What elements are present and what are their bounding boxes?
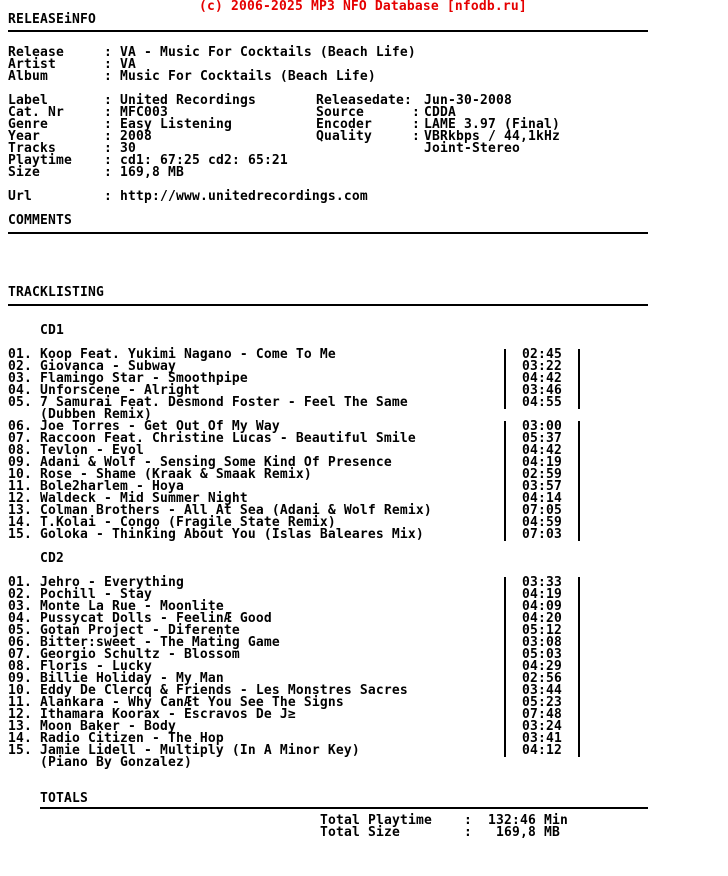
- track-number: 07.: [8, 431, 32, 446]
- track-title: Georgio Schultz - Blossom: [40, 647, 240, 662]
- info-value: cd1: 67:25 cd2: 65:21: [120, 153, 288, 168]
- track-duration: 04:12: [522, 743, 562, 758]
- section-divider: [8, 30, 648, 32]
- section-divider: [8, 304, 648, 306]
- time-separator-bar: [504, 589, 506, 601]
- time-separator-bar: [504, 433, 506, 445]
- track-duration: 04:29: [522, 659, 562, 674]
- time-separator-bar: [504, 601, 506, 613]
- info-value: LAME 3.97 (Final): [424, 117, 560, 132]
- track-number: 01.: [8, 347, 32, 362]
- track-number: 11.: [8, 479, 32, 494]
- track-number: 14.: [8, 515, 32, 530]
- track-duration: 05:03: [522, 647, 562, 662]
- track-title: Jehro - Everything: [40, 575, 184, 590]
- track-number: 10.: [8, 467, 32, 482]
- track-number: 12.: [8, 491, 32, 506]
- track-title: Tevlon - Evol: [40, 443, 144, 458]
- cd2-track-list: [0, 577, 728, 769]
- time-separator-bar: [578, 385, 580, 397]
- info-row: [0, 131, 728, 143]
- time-separator-bar: [504, 397, 506, 409]
- track-number: 02.: [8, 587, 32, 602]
- time-separator-bar: [578, 373, 580, 385]
- track-title: Bitter:sweet - The Mating Game: [40, 635, 280, 650]
- totals-label: Total Playtime: [320, 813, 432, 828]
- track-number: 06.: [8, 419, 32, 434]
- track-duration: 05:12: [522, 623, 562, 638]
- info-value: MFC003: [120, 105, 168, 120]
- time-separator-bar: [578, 589, 580, 601]
- section-title-comments: COMMENTS: [8, 213, 72, 228]
- track-duration: 02:45: [522, 347, 562, 362]
- track-duration: 03:33: [522, 575, 562, 590]
- time-separator-bar: [578, 469, 580, 481]
- time-separator-bar: [578, 637, 580, 649]
- info-label: Url: [8, 189, 32, 204]
- time-separator-bar: [578, 685, 580, 697]
- info-row: [0, 191, 728, 203]
- time-separator-bar: [578, 517, 580, 529]
- track-duration: 04:20: [522, 611, 562, 626]
- track-number: 06.: [8, 635, 32, 650]
- track-number: 13.: [8, 503, 32, 518]
- info-label: Year: [8, 129, 40, 144]
- track-number: 08.: [8, 659, 32, 674]
- track-number: 07.: [8, 647, 32, 662]
- track-number: 12.: [8, 707, 32, 722]
- track-title: Goloka - Thinking About You (Islas Baleares Mix): [40, 527, 424, 542]
- time-separator-bar: [504, 517, 506, 529]
- time-separator-bar: [504, 577, 506, 589]
- track-title: 7 Samurai Feat. Desmond Foster - Feel The Same: [40, 395, 408, 410]
- time-separator-bar: [504, 349, 506, 361]
- info-label: Cat. Nr: [8, 105, 64, 120]
- info-colon: :: [104, 129, 112, 144]
- info-value: 30: [120, 141, 136, 156]
- time-separator-bar: [578, 733, 580, 745]
- time-separator-bar: [578, 709, 580, 721]
- track-number: 09.: [8, 455, 32, 470]
- track-title: T.Kolai - Congo (Fragile State Remix): [40, 515, 336, 530]
- time-separator-bar: [578, 697, 580, 709]
- time-separator-bar: [504, 733, 506, 745]
- track-number: 11.: [8, 695, 32, 710]
- time-separator-bar: [578, 493, 580, 505]
- track-number: 15.: [8, 527, 32, 542]
- info-label: Label: [8, 93, 48, 108]
- track-title: Floris - Lucky: [40, 659, 152, 674]
- release-url-row: [0, 191, 728, 203]
- info-label: Tracks: [8, 141, 56, 156]
- time-separator-bar: [504, 505, 506, 517]
- time-separator-bar: [578, 361, 580, 373]
- info-colon: :: [104, 93, 112, 108]
- track-number: 01.: [8, 575, 32, 590]
- info-value: VBRkbps / 44,1kHz: [424, 129, 560, 144]
- track-number: 04.: [8, 611, 32, 626]
- time-separator-bar: [578, 577, 580, 589]
- info-label: Release: [8, 45, 64, 60]
- time-separator-bar: [504, 745, 506, 757]
- totals-colon: :: [464, 813, 472, 828]
- totals-row: [0, 827, 728, 839]
- track-number: 08.: [8, 443, 32, 458]
- info-colon: :: [104, 189, 112, 204]
- time-separator-bar: [504, 469, 506, 481]
- cd1-heading: CD1: [40, 323, 64, 338]
- info-label: Playtime: [8, 153, 72, 168]
- info-value: Joint-Stereo: [424, 141, 520, 156]
- time-separator-bar: [578, 397, 580, 409]
- time-separator-bar: [578, 745, 580, 757]
- track-duration: 04:14: [522, 491, 562, 506]
- track-duration: 05:23: [522, 695, 562, 710]
- time-separator-bar: [504, 625, 506, 637]
- info-row: [0, 71, 728, 83]
- track-title: Eddy De Clercq & Friends - Les Monstres Sacres: [40, 683, 408, 698]
- time-separator-bar: [578, 601, 580, 613]
- copyright-banner: (c) 2006-2025 MP3 NFO Database [nfodb.ru]: [199, 0, 527, 14]
- time-separator-bar: [504, 721, 506, 733]
- track-duration: 04:42: [522, 371, 562, 386]
- totals-rows: [0, 815, 728, 839]
- info-label: Size: [8, 165, 40, 180]
- info-row: [0, 143, 728, 155]
- info-colon: :: [412, 105, 420, 120]
- track-title: Monte La Rue - Moonlite: [40, 599, 224, 614]
- track-title: Colman Brothers - All At Sea (Adani & Wolf Remix): [40, 503, 432, 518]
- time-separator-bar: [578, 505, 580, 517]
- section-divider: [8, 232, 648, 234]
- info-value: Easy Listening: [120, 117, 232, 132]
- info-value: 2008: [120, 129, 152, 144]
- track-number: 03.: [8, 599, 32, 614]
- info-colon: :: [104, 117, 112, 132]
- info-label: Album: [8, 69, 48, 84]
- track-title: Pochill - Stay: [40, 587, 152, 602]
- track-title: Pussycat Dolls - FeelinÆ Good: [40, 611, 272, 626]
- track-title: Moon Baker - Body: [40, 719, 176, 734]
- track-title: Bole2harlem - Hoya: [40, 479, 184, 494]
- time-separator-bar: [578, 721, 580, 733]
- time-separator-bar: [504, 373, 506, 385]
- time-separator-bar: [578, 649, 580, 661]
- time-separator-bar: [578, 349, 580, 361]
- info-label: Quality: [316, 129, 372, 144]
- track-duration: 05:37: [522, 431, 562, 446]
- time-separator-bar: [504, 361, 506, 373]
- time-separator-bar: [578, 457, 580, 469]
- track-number: 10.: [8, 683, 32, 698]
- time-separator-bar: [578, 481, 580, 493]
- time-separator-bar: [578, 613, 580, 625]
- track-title: Giovanca - Subway: [40, 359, 176, 374]
- time-separator-bar: [504, 697, 506, 709]
- track-title: Alankara - Why CanÆt You See The Signs: [40, 695, 344, 710]
- time-separator-bar: [504, 445, 506, 457]
- track-title: Flamingo Star - Smoothpipe: [40, 371, 248, 386]
- time-separator-bar: [578, 421, 580, 433]
- track-title: (Dubben Remix): [40, 407, 152, 422]
- track-duration: 07:05: [522, 503, 562, 518]
- time-separator-bar: [578, 529, 580, 541]
- release-details-right: [0, 95, 728, 155]
- time-separator-bar: [578, 673, 580, 685]
- release-primary-rows: [0, 47, 728, 83]
- track-title: Rose - Shame (Kraak & Smaak Remix): [40, 467, 312, 482]
- track-duration: 03:22: [522, 359, 562, 374]
- track-duration: 04:19: [522, 587, 562, 602]
- track-duration: 02:59: [522, 467, 562, 482]
- section-title-releaseinfo: RELEASEiNFO: [8, 12, 96, 27]
- info-colon: :: [104, 45, 112, 60]
- track-title: Joe Torres - Get Out Of My Way: [40, 419, 280, 434]
- time-separator-bar: [504, 685, 506, 697]
- info-label: Encoder: [316, 117, 372, 132]
- info-value: Music For Cocktails (Beach Life): [120, 69, 376, 84]
- info-colon: :: [412, 117, 420, 132]
- track-duration: 04:19: [522, 455, 562, 470]
- track-title: Jamie Lidell - Multiply (In A Minor Key): [40, 743, 360, 758]
- track-title: Waldeck - Mid Summer Night: [40, 491, 248, 506]
- track-duration: 03:46: [522, 383, 562, 398]
- section-title-tracklisting: TRACKLISTING: [8, 285, 104, 300]
- info-value: 169,8 MB: [120, 165, 184, 180]
- track-duration: 07:48: [522, 707, 562, 722]
- track-number: 02.: [8, 359, 32, 374]
- track-duration: 07:03: [522, 527, 562, 542]
- info-colon: :: [104, 57, 112, 72]
- time-separator-bar: [578, 445, 580, 457]
- track-duration: 04:42: [522, 443, 562, 458]
- track-title: Billie Holiday - My Man: [40, 671, 224, 686]
- section-divider: [40, 807, 648, 809]
- time-separator-bar: [504, 673, 506, 685]
- time-separator-bar: [504, 613, 506, 625]
- track-number: 05.: [8, 623, 32, 638]
- info-colon: :: [104, 69, 112, 84]
- time-separator-bar: [504, 661, 506, 673]
- track-number: 14.: [8, 731, 32, 746]
- track-duration: 03:00: [522, 419, 562, 434]
- time-separator-bar: [504, 529, 506, 541]
- track-title: Adani & Wolf - Sensing Some Kind Of Presence: [40, 455, 392, 470]
- cd2-heading: CD2: [40, 551, 64, 566]
- track-duration: 04:55: [522, 395, 562, 410]
- time-separator-bar: [578, 625, 580, 637]
- track-duration: 03:57: [522, 479, 562, 494]
- track-title: Radio Citizen - The Hop: [40, 731, 224, 746]
- time-separator-bar: [504, 637, 506, 649]
- time-separator-bar: [504, 493, 506, 505]
- time-separator-bar: [578, 661, 580, 673]
- time-separator-bar: [504, 421, 506, 433]
- totals-label: Total Size: [320, 825, 400, 840]
- info-value: CDDA: [424, 105, 456, 120]
- track-duration: 03:44: [522, 683, 562, 698]
- section-title-totals: TOTALS: [40, 791, 88, 806]
- cd1-track-list: [0, 349, 728, 541]
- time-separator-bar: [504, 649, 506, 661]
- info-colon: :: [104, 141, 112, 156]
- track-number: 09.: [8, 671, 32, 686]
- info-value: VA: [120, 57, 136, 72]
- time-separator-bar: [504, 709, 506, 721]
- time-separator-bar: [504, 385, 506, 397]
- info-value: United Recordings: [120, 93, 256, 108]
- track-title: Gotan Project - Diferente: [40, 623, 240, 638]
- time-separator-bar: [504, 457, 506, 469]
- info-label: Artist: [8, 57, 56, 72]
- totals-colon: :: [464, 825, 472, 840]
- track-title: Koop Feat. Yukimi Nagano - Come To Me: [40, 347, 336, 362]
- time-separator-bar: [504, 481, 506, 493]
- info-colon: :: [104, 165, 112, 180]
- info-row: [0, 167, 728, 179]
- track-title: Ithamara Koorax - Escravos De J≥: [40, 707, 296, 722]
- info-value: Jun-30-2008: [424, 93, 512, 108]
- totals-value: 169,8 MB: [488, 825, 560, 840]
- track-number: 04.: [8, 383, 32, 398]
- url-value: http://www.unitedrecordings.com: [120, 189, 368, 204]
- track-duration: 04:09: [522, 599, 562, 614]
- info-colon: :: [104, 105, 112, 120]
- track-duration: 03:24: [522, 719, 562, 734]
- track-title: (Piano By Gonzalez): [40, 755, 192, 770]
- track-duration: 03:08: [522, 635, 562, 650]
- info-label: Releasedate:: [316, 93, 412, 108]
- info-colon: :: [104, 153, 112, 168]
- totals-value: 132:46 Min: [488, 813, 568, 828]
- track-row: [0, 529, 728, 541]
- track-number: 05.: [8, 395, 32, 410]
- track-number: 03.: [8, 371, 32, 386]
- info-value: VA - Music For Cocktails (Beach Life): [120, 45, 416, 60]
- info-row: [0, 95, 728, 107]
- track-row: [0, 757, 728, 769]
- track-title: Unforscene - Alright: [40, 383, 200, 398]
- track-duration: 03:41: [522, 731, 562, 746]
- info-colon: :: [412, 129, 420, 144]
- info-label: Genre: [8, 117, 48, 132]
- track-number: 13.: [8, 719, 32, 734]
- track-title: Raccoon Feat. Christine Lucas - Beautiful Smile: [40, 431, 416, 446]
- track-duration: 04:59: [522, 515, 562, 530]
- time-separator-bar: [578, 433, 580, 445]
- info-label: Source: [316, 105, 364, 120]
- track-duration: 02:56: [522, 671, 562, 686]
- track-number: 15.: [8, 743, 32, 758]
